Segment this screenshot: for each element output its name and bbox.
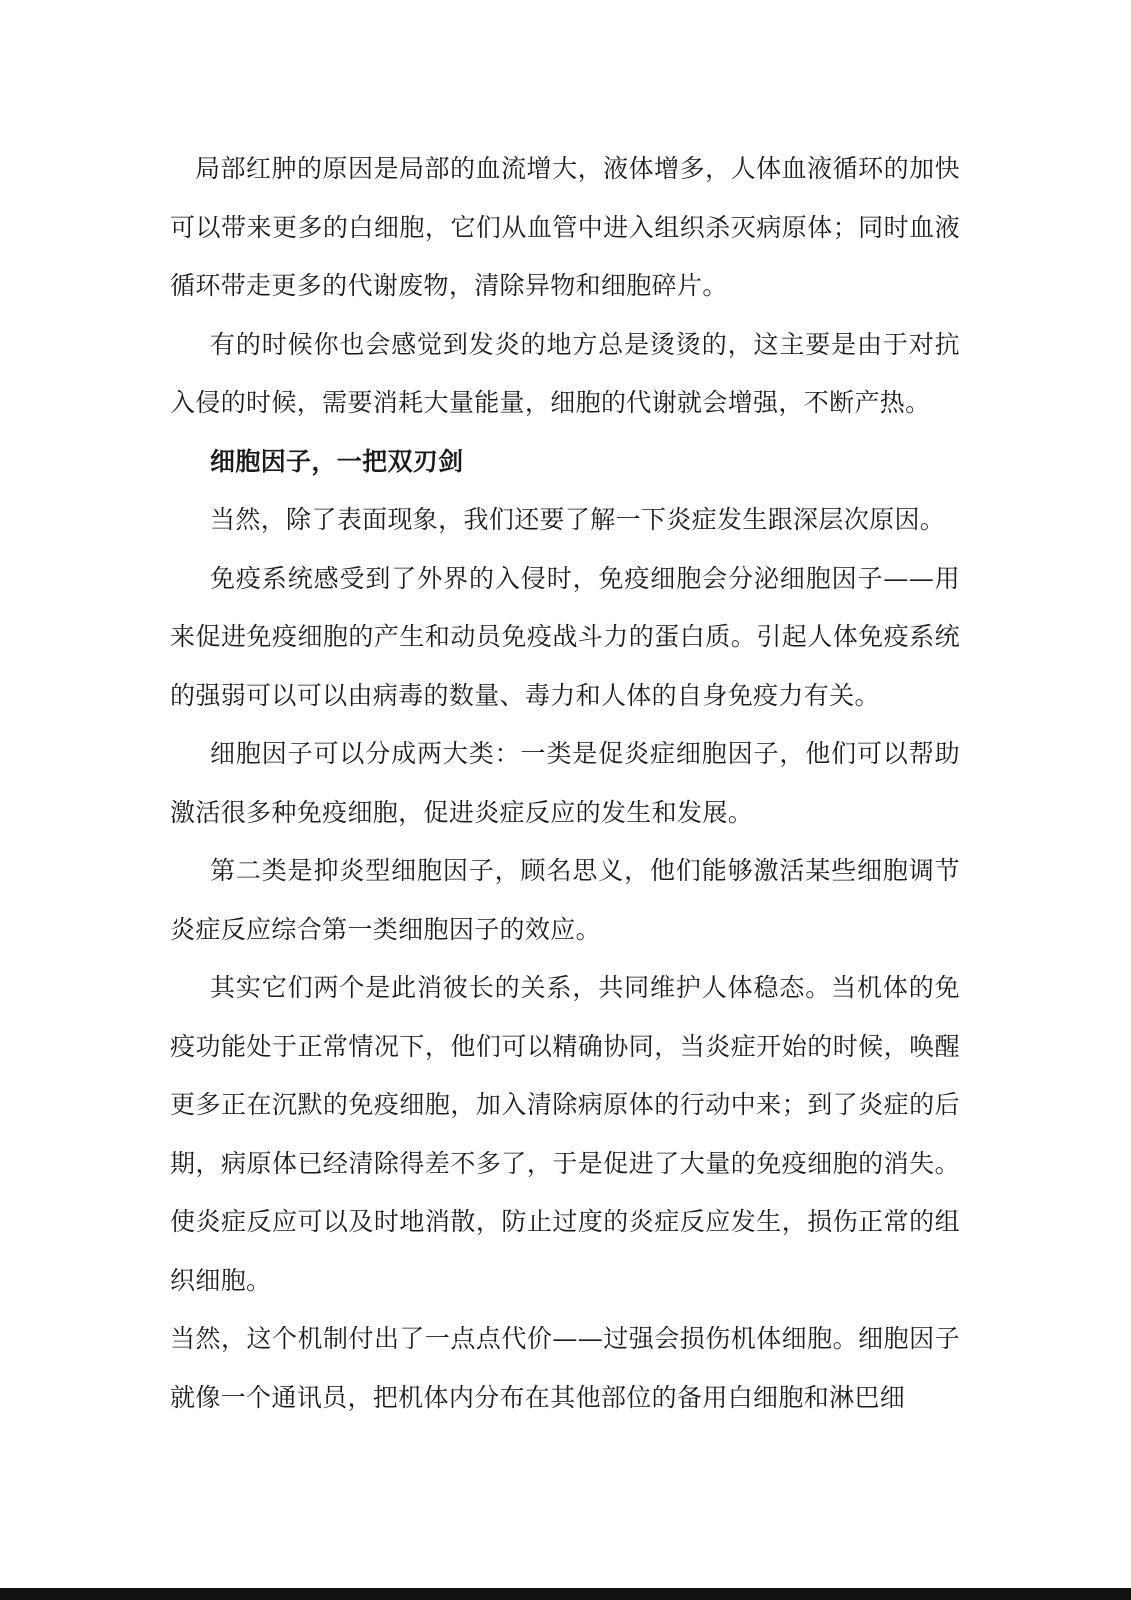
paragraph-anti-inflammatory: 第二类是抑炎型细胞因子，顾名思义，他们能够激活某些细胞调节炎症反应综合第一类细胞因子的效应。 [170,856,960,944]
paragraph-deeper-cause: 当然，除了表面现象，我们还要了解一下炎症发生跟深层次原因。 [210,505,946,534]
paragraph-immune-response: 免疫系统感受到了外界的入侵时，免疫细胞会分泌细胞因子——用来促进免疫细胞的产生和动员免疫战斗力的蛋白质。引起人体免疫系统的强弱可以可以由病毒的数量、毒力和人体的自身免疫力有关。 [170,563,960,710]
paragraph-heat-sensation: 有的时候你也会感觉到发炎的地方总是烫烫的，这主要是由于对抗入侵的时候，需要消耗大量能量，细胞的代谢就会增强，不断产热。 [170,329,960,417]
paragraph-pro-inflammatory: 细胞因子可以分成两大类：一类是促炎症细胞因子，他们可以帮助激活很多种免疫细胞，促进炎症反应的发生和发展。 [170,739,960,827]
paragraph-homeostasis: 其实它们两个是此消彼长的关系，共同维护人体稳态。当机体的免疫功能处于正常情况下，他们可以精确协同，当炎症开始的时候，唤醒更多正在沉默的免疫细胞，加入清除病原体的行动中来；到了炎症的后期，病原体已经清除得差不多了，于是促进了大量的免疫细胞的消失。使炎症反应可以及时地消散，防止过度的炎症反应发生，损伤正常的组织细胞。 [170,973,960,1295]
section-heading-cytokines: 细胞因子，一把双刃剑 [210,446,464,476]
paragraph-local-swelling: 局部红肿的原因是局部的血流增大，液体增多，人体血液循环的加快可以带来更多的白细胞，它们从血管中进入组织杀灭病原体；同时血液循环带走更多的代谢废物，清除异物和细胞碎片。 [170,154,960,300]
paragraph-cost-of-mechanism: 当然，这个机制付出了一点点代价——过强会损伤机体细胞。细胞因子就像一个通讯员，把机体内分布在其他部位的备用白细胞和淋巴细 [170,1324,960,1412]
page-bottom-border [0,1588,1131,1600]
document-body [170,140,960,1427]
